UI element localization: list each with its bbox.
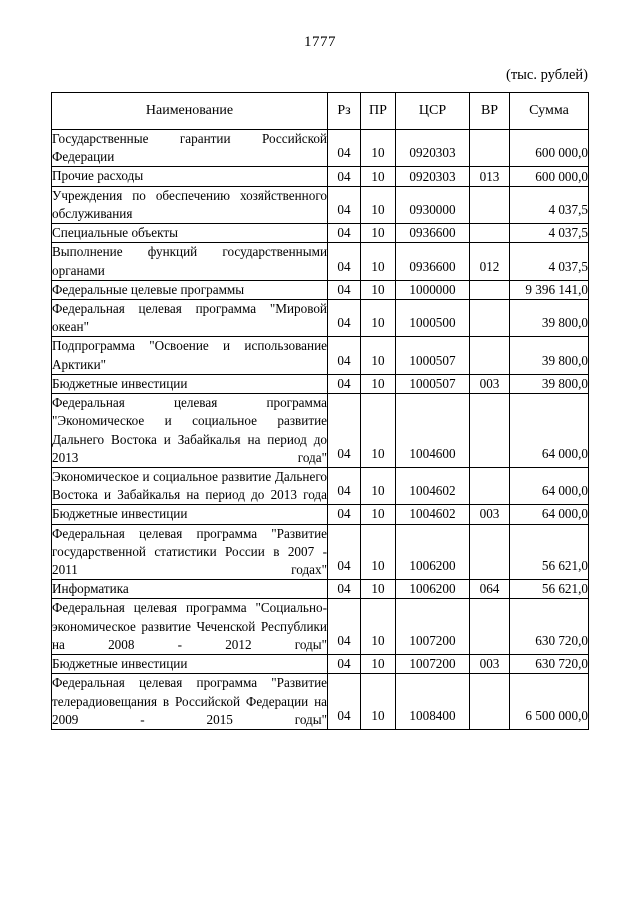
table-row — [52, 280, 589, 299]
row-csr: 1000500 — [396, 299, 470, 336]
row-sum: 39 800,0 — [510, 374, 589, 393]
row-vr — [470, 467, 510, 504]
row-rz: 04 — [328, 580, 361, 599]
row-vr — [470, 337, 510, 374]
row-sum: 600 000,0 — [510, 167, 589, 186]
row-sum: 630 720,0 — [510, 655, 589, 674]
row-csr: 1008400 — [396, 674, 470, 730]
row-name: Учреждения по обеспечению хозяйственного обслуживания — [52, 186, 328, 223]
row-name: Федеральная целевая программа "Экономическое и социальное развитие Дальнего Востока и Забайкалья на период до 2013 года" — [52, 394, 328, 468]
row-csr: 0936600 — [396, 224, 470, 243]
row-rz: 04 — [328, 524, 361, 580]
table-row — [52, 505, 589, 524]
budget-table — [51, 92, 589, 730]
table-header — [52, 93, 589, 130]
row-sum: 64 000,0 — [510, 505, 589, 524]
row-csr: 1004602 — [396, 505, 470, 524]
column-header-rz: Рз — [328, 93, 361, 130]
row-csr: 1007200 — [396, 599, 470, 655]
table-row — [52, 580, 589, 599]
table-row — [52, 130, 589, 167]
row-csr: 1006200 — [396, 580, 470, 599]
table-row — [52, 337, 589, 374]
row-csr: 0930000 — [396, 186, 470, 223]
row-sum: 56 621,0 — [510, 580, 589, 599]
table-row — [52, 186, 589, 223]
column-header-csr: ЦСР — [396, 93, 470, 130]
row-pr: 10 — [361, 599, 396, 655]
row-name: Федеральная целевая программа "Мировой океан" — [52, 299, 328, 336]
row-rz: 04 — [328, 130, 361, 167]
row-vr — [470, 224, 510, 243]
row-pr: 10 — [361, 186, 396, 223]
row-name: Федеральная целевая программа "Социально-экономическое развитие Чеченской Республики на 2008 - 2012 годы" — [52, 599, 328, 655]
row-csr: 0936600 — [396, 243, 470, 280]
table-row — [52, 524, 589, 580]
row-csr: 1000000 — [396, 280, 470, 299]
units-note: (тыс. рублей) — [506, 67, 588, 83]
row-rz: 04 — [328, 374, 361, 393]
row-pr: 10 — [361, 655, 396, 674]
row-vr: 013 — [470, 167, 510, 186]
row-pr: 10 — [361, 580, 396, 599]
row-sum: 56 621,0 — [510, 524, 589, 580]
row-pr: 10 — [361, 299, 396, 336]
table-row — [52, 167, 589, 186]
table-row — [52, 655, 589, 674]
row-pr: 10 — [361, 394, 396, 468]
row-sum: 630 720,0 — [510, 599, 589, 655]
row-vr — [470, 599, 510, 655]
row-name: Бюджетные инвестиции — [52, 505, 328, 524]
row-rz: 04 — [328, 243, 361, 280]
table-row — [52, 394, 589, 468]
row-name: Специальные объекты — [52, 224, 328, 243]
row-pr: 10 — [361, 524, 396, 580]
table-header-row — [52, 93, 589, 130]
table-row — [52, 374, 589, 393]
row-csr: 1000507 — [396, 337, 470, 374]
row-csr: 1007200 — [396, 655, 470, 674]
row-vr — [470, 524, 510, 580]
row-rz: 04 — [328, 599, 361, 655]
row-sum: 4 037,5 — [510, 224, 589, 243]
row-csr: 1004602 — [396, 467, 470, 504]
row-pr: 10 — [361, 467, 396, 504]
row-rz: 04 — [328, 655, 361, 674]
table-row — [52, 467, 589, 504]
row-sum: 600 000,0 — [510, 130, 589, 167]
table-body — [52, 130, 589, 730]
row-rz: 04 — [328, 167, 361, 186]
row-pr: 10 — [361, 337, 396, 374]
table-row — [52, 674, 589, 730]
row-rz: 04 — [328, 674, 361, 730]
row-vr — [470, 280, 510, 299]
row-pr: 10 — [361, 243, 396, 280]
row-pr: 10 — [361, 130, 396, 167]
row-pr: 10 — [361, 374, 396, 393]
row-vr: 012 — [470, 243, 510, 280]
row-vr: 003 — [470, 505, 510, 524]
column-header-sum: Сумма — [510, 93, 589, 130]
row-rz: 04 — [328, 337, 361, 374]
row-name: Информатика — [52, 580, 328, 599]
column-header-pr: ПР — [361, 93, 396, 130]
row-pr: 10 — [361, 167, 396, 186]
row-name: Выполнение функций государственными органами — [52, 243, 328, 280]
row-name: Бюджетные инвестиции — [52, 655, 328, 674]
row-name: Подпрограмма "Освоение и использование Арктики" — [52, 337, 328, 374]
row-rz: 04 — [328, 186, 361, 223]
table-row — [52, 599, 589, 655]
row-sum: 4 037,5 — [510, 186, 589, 223]
row-rz: 04 — [328, 394, 361, 468]
row-sum: 64 000,0 — [510, 467, 589, 504]
row-sum: 64 000,0 — [510, 394, 589, 468]
row-rz: 04 — [328, 299, 361, 336]
row-name: Государственные гарантии Российской Федерации — [52, 130, 328, 167]
row-vr — [470, 130, 510, 167]
row-rz: 04 — [328, 280, 361, 299]
row-vr — [470, 394, 510, 468]
row-vr: 003 — [470, 655, 510, 674]
row-name: Экономическое и социальное развитие Дальнего Востока и Забайкалья на период до 2013 года — [52, 467, 328, 504]
row-sum: 9 396 141,0 — [510, 280, 589, 299]
row-csr: 1004600 — [396, 394, 470, 468]
column-header-vr: ВР — [470, 93, 510, 130]
row-vr — [470, 299, 510, 336]
row-pr: 10 — [361, 280, 396, 299]
page-number: 1777 — [304, 34, 336, 50]
row-pr: 10 — [361, 224, 396, 243]
row-name: Федеральные целевые программы — [52, 280, 328, 299]
row-vr: 064 — [470, 580, 510, 599]
row-rz: 04 — [328, 224, 361, 243]
row-csr: 1000507 — [396, 374, 470, 393]
row-csr: 0920303 — [396, 167, 470, 186]
row-name: Федеральная целевая программа "Развитие государственной статистики России в 2007 - 2011 годах" — [52, 524, 328, 580]
row-sum: 4 037,5 — [510, 243, 589, 280]
row-sum: 6 500 000,0 — [510, 674, 589, 730]
row-name: Федеральная целевая программа "Развитие телерадиовещания в Российской Федерации на 2009 - 2015 годы" — [52, 674, 328, 730]
table-row — [52, 224, 589, 243]
row-name: Прочие расходы — [52, 167, 328, 186]
row-rz: 04 — [328, 467, 361, 504]
row-vr — [470, 674, 510, 730]
table-row — [52, 243, 589, 280]
column-header-name: Наименование — [52, 93, 328, 130]
row-vr — [470, 186, 510, 223]
row-csr: 1006200 — [396, 524, 470, 580]
row-pr: 10 — [361, 505, 396, 524]
table-row — [52, 299, 589, 336]
row-pr: 10 — [361, 674, 396, 730]
row-sum: 39 800,0 — [510, 337, 589, 374]
row-sum: 39 800,0 — [510, 299, 589, 336]
row-csr: 0920303 — [396, 130, 470, 167]
row-rz: 04 — [328, 505, 361, 524]
row-vr: 003 — [470, 374, 510, 393]
row-name: Бюджетные инвестиции — [52, 374, 328, 393]
